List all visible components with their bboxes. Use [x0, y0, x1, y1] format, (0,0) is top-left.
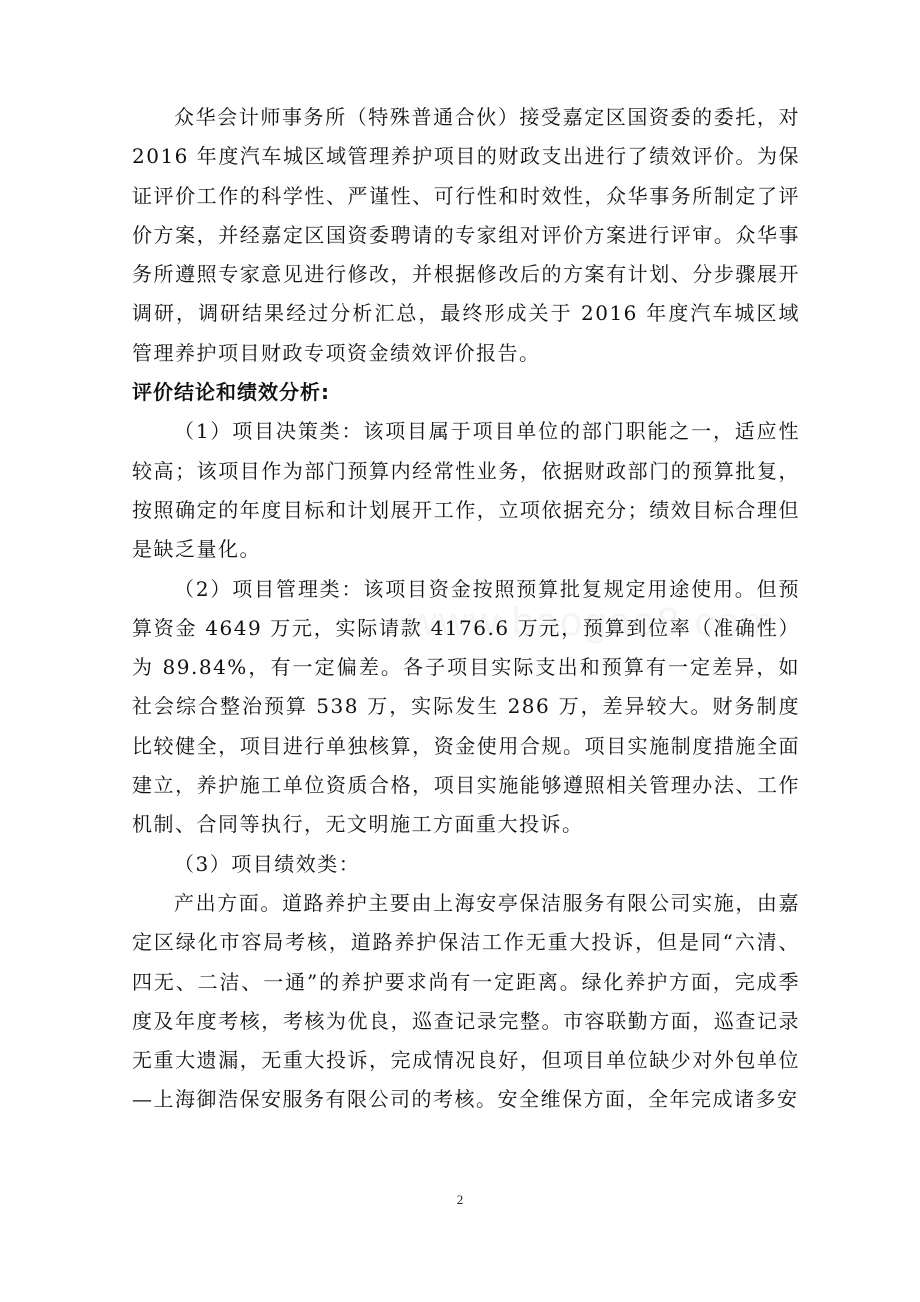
performance-heading-paragraph: （3）项目绩效类： [174, 851, 361, 876]
decision-paragraph: （1）项目决策类：该项目属于项目单位的部门职能之一，适应性较高；该项目作为部门预算内经常性业务，依据财政部门的预算批复，按照确定的年度目标和计划展开工作，立项依据充分；绩效目标合理但是缺乏量化。 [132, 419, 800, 562]
page-number: 2 [456, 1192, 464, 1207]
output-paragraph: 产出方面。道路养护主要由上海安亭保洁服务有限公司实施，由嘉定区绿化市容局考核，道路养护保洁工作无重大投诉，但是同“六清、四无、二洁、一通”的养护要求尚有一定距离。绿化养护方面，完成季度及年度考核，考核为优良，巡查记录完整。市容联勤方面，巡查记录无重大遗漏，无重大投诉，完成情况良好，但项目单位缺少对外包单位—上海御浩保安服务有限公司的考核。安全维保方面，全年完成诸多安 [132, 890, 800, 1112]
watermark [408, 600, 776, 645]
intro-paragraph: 众华会计师事务所（特殊普通合伙）接受嘉定区国资委的委托，对 2016 年度汽车城区域管理养护项目的财政支出进行了绩效评价。为保证评价工作的科学性、严谨性、可行性和时效性，众华事务所制定了评价方案，并经嘉定区国资委聘请的专家组对评价方案进行评审。众华事务所遵照专家意见进行修改，并根据修改后的方案有计划、分步骤展开调研，调研结果经过分析汇总，最终形成关于 2016 年度汽车城区域管理养护项目财政专项资金绩效评价报告。 [132, 105, 800, 365]
management-paragraph: （2）项目管理类：该项目资金按照预算批复规定用途使用。但预算资金 4649 万元，实际请款 4176.6 万元，预算到位率（准确性）为 89.84%，有一定偏差。各子项目实际支出和预算有一定差异，如社会综合整治预算 538 万，实际发生 286 万，差异较大。财务制度比较健全，项目进行单独核算，资金使用合规。项目实施制度措施全面建立，养护施工单位资质合格，项目实施能够遵照相关管理办法、工作机制、合同等执行，无文明施工方面重大投诉。 [132, 576, 800, 837]
section-heading: 评价结论和绩效分析: [132, 380, 330, 405]
